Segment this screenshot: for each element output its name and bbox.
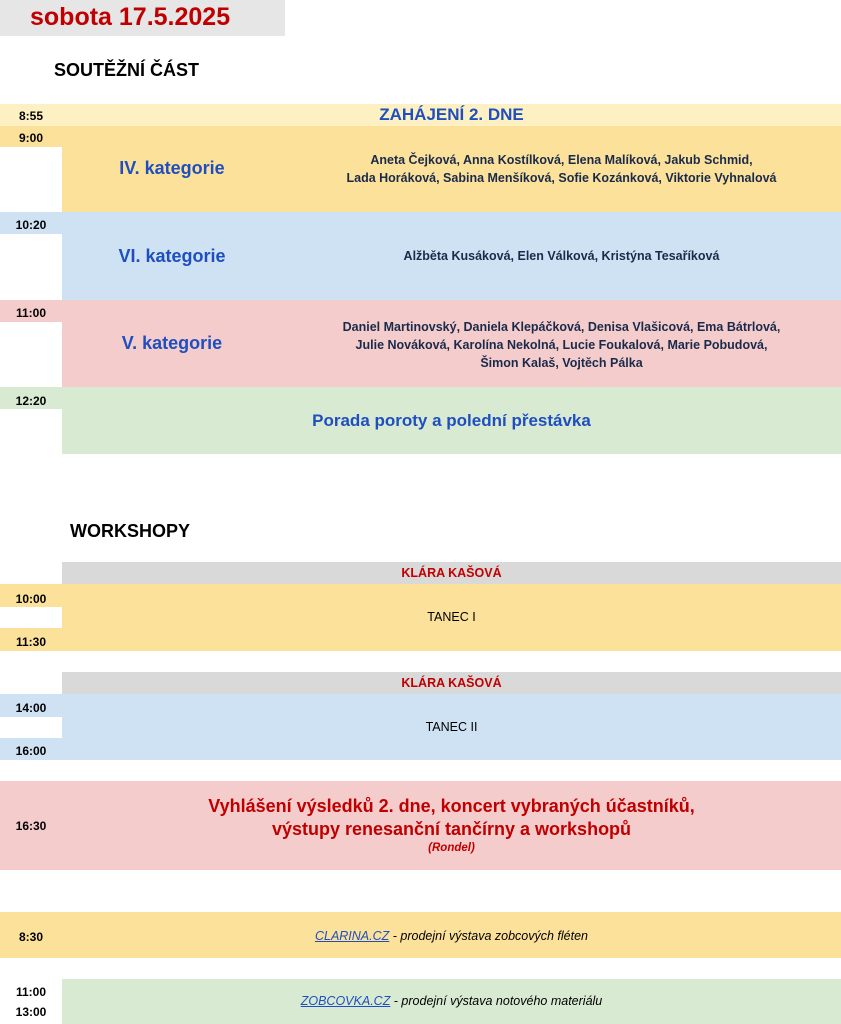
workshop-1-name: TANEC I bbox=[427, 610, 476, 624]
finale-line-1: Vyhlášení výsledků 2. dne, koncert vybraných účastníků, bbox=[208, 796, 695, 816]
exhibition-1-text bbox=[62, 929, 841, 943]
block-vi-names bbox=[282, 247, 841, 265]
finale-venue: (Rondel) bbox=[428, 842, 475, 854]
block-iv-category: IV. kategorie bbox=[119, 158, 225, 178]
block-iv-names bbox=[282, 151, 841, 187]
block-iv-names-line: Aneta Čejková, Anna Kostílková, Elena Malíková, Jakub Schmid, bbox=[370, 153, 753, 167]
break-time: 12:20 bbox=[15, 394, 47, 408]
exhibition-1-desc: - prodejní výstava zobcových fléten bbox=[389, 929, 589, 943]
block-v-names-line: Julie Nováková, Karolína Nekolná, Lucie Foukalová, Marie Pobudová, bbox=[355, 338, 768, 352]
workshop-2-start: 14:00 bbox=[15, 701, 47, 715]
break-label: Porada poroty a polední přestávka bbox=[312, 411, 591, 430]
finale-time: 16:30 bbox=[15, 819, 47, 833]
workshop-2-end: 16:00 bbox=[15, 744, 47, 758]
block-v-time-gap bbox=[0, 322, 62, 387]
block-vi-time-gap bbox=[0, 234, 62, 300]
finale-text bbox=[62, 795, 841, 841]
block-iv-time: 9:00 bbox=[18, 131, 44, 145]
exhibition-2-desc: - prodejní výstava notového materiálu bbox=[390, 994, 603, 1008]
workshop-2-name: TANEC II bbox=[425, 720, 478, 734]
exhibition-2-end: 13:00 bbox=[15, 1005, 47, 1019]
workshop-1-time-gap bbox=[0, 607, 62, 628]
block-v-names-line: Šimon Kalaš, Vojtěch Pálka bbox=[480, 356, 643, 370]
opening-label: ZAHÁJENÍ 2. DNE bbox=[379, 105, 524, 124]
block-vi-time: 10:20 bbox=[15, 218, 47, 232]
workshop-2-time-gap bbox=[0, 717, 62, 738]
clarina-link[interactable]: CLARINA.CZ bbox=[314, 929, 390, 943]
zobcovka-link[interactable]: ZOBCOVKA.CZ bbox=[300, 994, 391, 1008]
exhibition-1-time: 8:30 bbox=[18, 930, 44, 944]
opening-time: 8:55 bbox=[18, 109, 44, 123]
break-time-gap bbox=[0, 409, 62, 454]
block-vi-category: VI. kategorie bbox=[118, 246, 226, 266]
block-iv-time-gap bbox=[0, 147, 62, 212]
block-v-time: 11:00 bbox=[15, 306, 47, 320]
workshop-1-lecturer: KLÁRA KAŠOVÁ bbox=[401, 566, 502, 580]
finale-line-2: výstupy renesanční tančírny a workshopů bbox=[271, 819, 632, 839]
exhibition-2-text bbox=[62, 994, 841, 1008]
block-iv-names-line: Lada Horáková, Sabina Menšíková, Sofie Kozánková, Viktorie Vyhnalová bbox=[346, 171, 777, 185]
block-vi-names-line: Alžběta Kusáková, Elen Válková, Kristýna Tesaříková bbox=[403, 249, 720, 263]
workshop-2-lecturer: KLÁRA KAŠOVÁ bbox=[401, 676, 502, 690]
block-v-category: V. kategorie bbox=[121, 333, 223, 353]
section-title-workshops: WORKSHOPY bbox=[70, 521, 191, 541]
section-title-competition: SOUTĚŽNÍ ČÁST bbox=[54, 60, 200, 80]
workshop-1-start: 10:00 bbox=[15, 592, 47, 606]
block-v-names bbox=[282, 318, 841, 372]
date-header: sobota 17.5.2025 bbox=[30, 3, 231, 31]
workshop-1-end: 11:30 bbox=[15, 635, 47, 649]
block-v-names-line: Daniel Martinovský, Daniela Klepáčková, Denisa Vlašicová, Ema Bátrlová, bbox=[342, 320, 781, 334]
exhibition-2-start: 11:00 bbox=[15, 985, 47, 999]
